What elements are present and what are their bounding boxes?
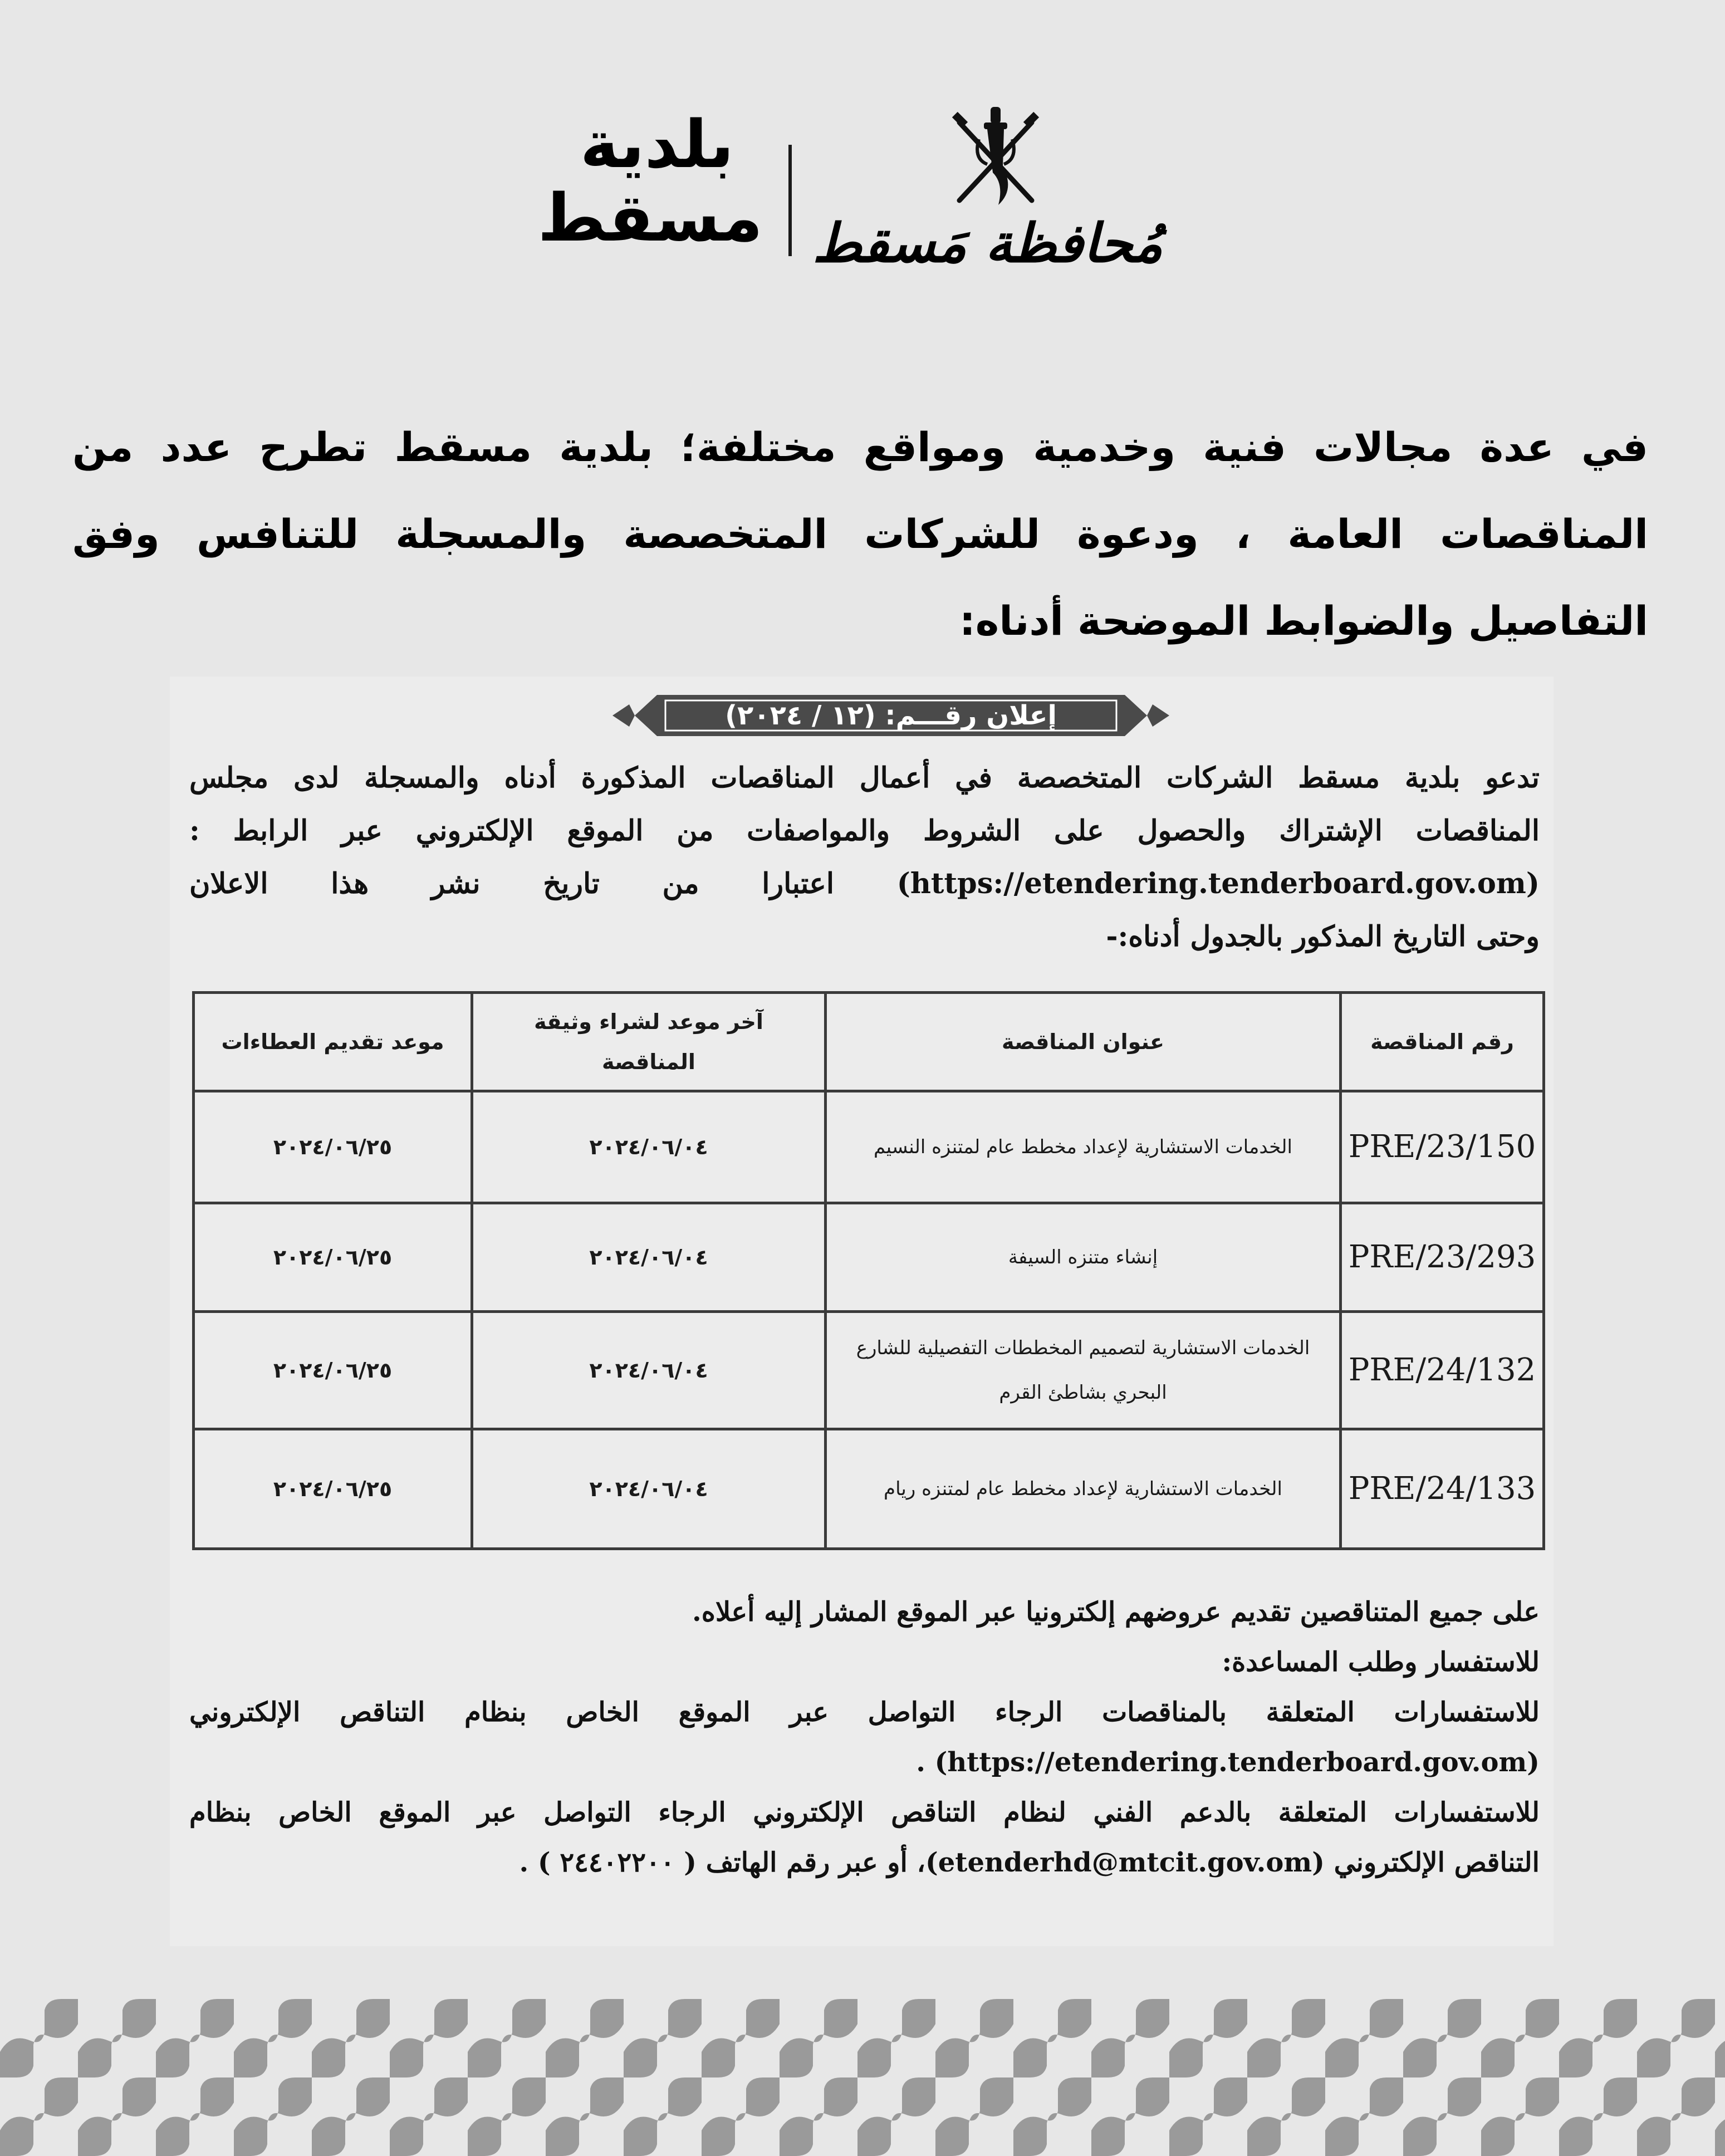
header-tender-number: رقم المناقصة (1341, 993, 1544, 1091)
header-divider (788, 145, 792, 256)
notice-footer (189, 1587, 1540, 1888)
submission-instruction: على جميع المتناقصين تقديم عروضهم إلكترونيا عبر الموقع المشار إليه أعلاه. (692, 1596, 1540, 1628)
table-row (194, 1312, 1544, 1429)
tender-number: PRE/24/132 (1341, 1312, 1544, 1429)
support-contact: التناقص الإلكتروني (etenderhd@mtcit.gov.om)، أو عبر رقم الهاتف ( ٢٤٤٠٢٢٠٠ ) . (519, 1847, 1540, 1878)
document-deadline: ٢٠٢٤/٠٦/٠٤ (472, 1312, 826, 1429)
notice-banner (612, 690, 1169, 741)
tender-number: PRE/24/133 (1341, 1429, 1544, 1549)
municipality-logo-line1: بلدية (580, 106, 734, 183)
support-inquiry-text: للاستفسارات المتعلقة بالدعم الفني لنظام التناقص الإلكتروني الرجاء التواصل عبر الموقع الخاص بنظام (189, 1797, 1540, 1828)
header-submission-date: موعد تقديم العطاءات (194, 993, 472, 1091)
table-row (194, 1203, 1544, 1312)
tender-notice (170, 677, 1554, 1946)
inquiry-heading: للاستفسار وطلب المساعدة: (1222, 1647, 1540, 1678)
municipality-logo-line2: مسقط (537, 179, 763, 256)
invitation-text (189, 752, 1540, 963)
table-header-row (194, 993, 1544, 1091)
document-deadline: ٢٠٢٤/٠٦/٠٤ (472, 1429, 826, 1549)
tender-number: PRE/23/293 (1341, 1203, 1544, 1312)
header-document-deadline: آخر موعد لشراء وثيقة المناقصة (472, 993, 826, 1091)
muscat-municipality-logo (537, 106, 763, 273)
tender-number: PRE/23/150 (1341, 1091, 1544, 1203)
muscat-governorate-logo (812, 106, 1163, 278)
tender-title: الخدمات الاستشارية لإعداد مخطط عام لمتنزه ريام (826, 1429, 1341, 1549)
submission-date: ٢٠٢٤/٠٦/٢٥ (194, 1203, 472, 1312)
document-deadline: ٢٠٢٤/٠٦/٠٤ (472, 1203, 826, 1312)
submission-date: ٢٠٢٤/٠٦/٢٥ (194, 1312, 472, 1429)
submission-date: ٢٠٢٤/٠٦/٢٥ (194, 1091, 472, 1203)
oman-khanjar-emblem-icon (948, 106, 1043, 206)
tender-portal-link[interactable]: (https://etendering.tenderboard.gov.om) . (916, 1747, 1540, 1778)
intro-paragraph: في عدة مجالات فنية وخدمية ومواقع مختلفة؛ بلدية مسقط تطرح عدد من المناقصات العامة ، ودعوة للشركات المتخصصة والمسجلة للتنافس وفق التفاصيل والضوابط الموضحة أدناه: (72, 424, 1648, 644)
invitation-line: تدعو بلدية مسقط الشركات المتخصصة في أعمال المناقصات المذكورة أدناه والمسجلة لدى مجلس (189, 761, 1540, 795)
tenders-table (192, 991, 1545, 1550)
tender-title: الخدمات الاستشارية لتصميم المخططات التفصيلية للشارع البحري بشاطئ القرم (826, 1312, 1341, 1429)
governorate-wordmark: مُحافظة مَسقط (812, 212, 1163, 275)
page-header (0, 106, 1725, 284)
header-tender-title: عنوان المناقصة (826, 993, 1341, 1091)
table-row (194, 1429, 1544, 1549)
notice-number: إعلان رقـــم: (١٢ / ٢٠٢٤) (725, 700, 1057, 731)
table-row (194, 1091, 1544, 1203)
tender-title: إنشاء متنزه السيفة (826, 1203, 1341, 1312)
tender-inquiry-text: للاستفسارات المتعلقة بالمناقصات الرجاء التواصل عبر الموقع الخاص بنظام التناقص الإلكتروني (189, 1697, 1540, 1728)
document-deadline: ٢٠٢٤/٠٦/٠٤ (472, 1091, 826, 1203)
invitation-line: (https://etendering.tenderboard.gov.om) اعتبارا من تاريخ نشر هذا الاعلان (189, 867, 1540, 900)
invitation-line: وحتى التاريخ المذكور بالجدول أدناه:- (1106, 920, 1540, 953)
submission-date: ٢٠٢٤/٠٦/٢٥ (194, 1429, 472, 1549)
decorative-wave-pattern (0, 1999, 1725, 2156)
tender-title: الخدمات الاستشارية لإعداد مخطط عام لمتنزه النسيم (826, 1091, 1341, 1203)
invitation-line: المناقصات الإشتراك والحصول على الشروط والمواصفات من الموقع الإلكتروني عبر الرابط : (189, 814, 1540, 847)
